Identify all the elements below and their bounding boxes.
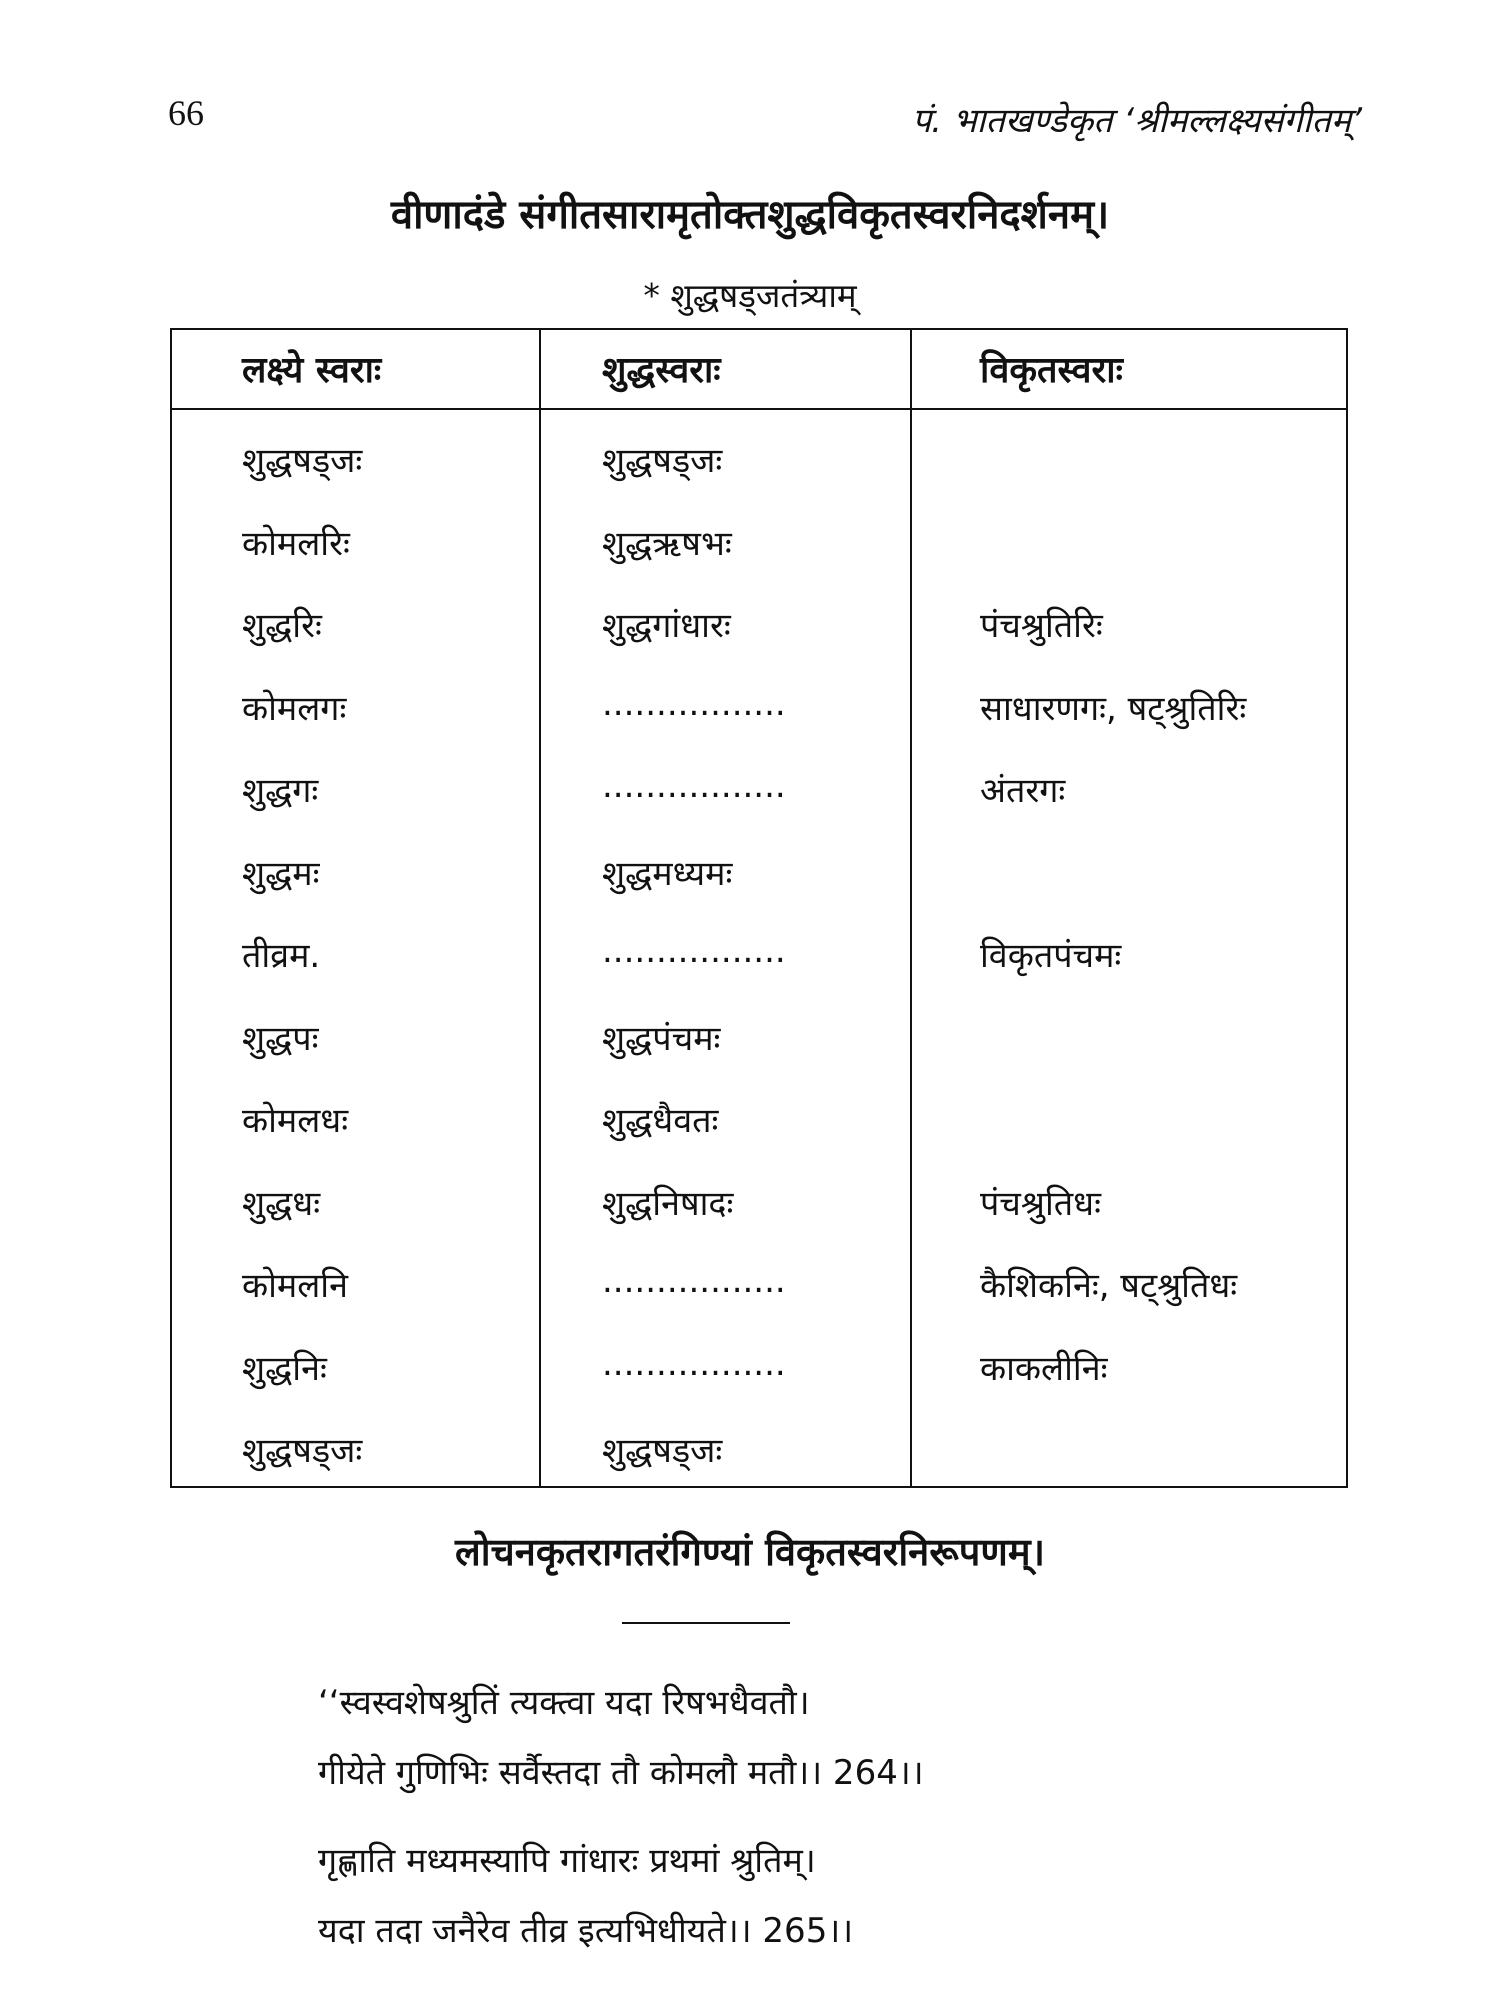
verse-block bbox=[318, 1668, 924, 1966]
cell-shuddha: ................. bbox=[602, 931, 786, 971]
cell-lakshye: कोमलगः bbox=[242, 688, 347, 729]
table-row bbox=[172, 925, 1346, 1008]
cell-vikrita: पंचश्रुतिधः bbox=[980, 1183, 1101, 1224]
table-header-lakshye: लक्ष्ये स्वराः bbox=[242, 350, 382, 391]
cell-lakshye: शुद्धगः bbox=[242, 771, 319, 811]
verse-line: यदा तदा जनैरेव तीव्र इत्यभिधीयते।। 265।। bbox=[318, 1911, 854, 1951]
cell-lakshye: शुद्धधः bbox=[242, 1183, 321, 1224]
verse-spacer bbox=[318, 1808, 924, 1826]
cell-vikrita: काकलीनिः bbox=[980, 1348, 1108, 1389]
cell-vikrita: साधारणगः, षट्श्रुतिरिः bbox=[980, 688, 1247, 729]
cell-lakshye: तीव्रम. bbox=[242, 936, 321, 976]
cell-vikrita: विकृतपंचमः bbox=[980, 936, 1122, 976]
table-row bbox=[172, 678, 1346, 761]
cell-lakshye: कोमलनि bbox=[242, 1266, 348, 1306]
page-number: 66 bbox=[168, 93, 204, 133]
cell-lakshye: शुद्धषड्जः bbox=[242, 1431, 363, 1471]
table-row bbox=[172, 843, 1346, 926]
cell-lakshye: शुद्धषड्जः bbox=[242, 441, 363, 481]
table-row bbox=[172, 595, 1346, 678]
cell-vikrita: पंचश्रुतिरिः bbox=[980, 606, 1103, 646]
subsection-title: लोचनकृतरागतरंगिण्यां विकृतस्वरनिरूपणम्। bbox=[455, 1530, 1045, 1574]
table-body bbox=[172, 430, 1346, 1503]
table-row bbox=[172, 1090, 1346, 1173]
cell-shuddha: शुद्धऋषभः bbox=[602, 523, 732, 564]
cell-lakshye: शुद्धमः bbox=[242, 853, 320, 894]
table-row bbox=[172, 760, 1346, 843]
table-row bbox=[172, 1008, 1346, 1091]
cell-shuddha: शुद्धषड्जः bbox=[602, 441, 723, 481]
cell-shuddha: शुद्धधैवतः bbox=[602, 1101, 719, 1141]
cell-lakshye: कोमलरिः bbox=[242, 523, 350, 564]
cell-shuddha: शुद्धषड्जः bbox=[602, 1431, 723, 1471]
table-row bbox=[172, 1173, 1346, 1256]
cell-vikrita: अंतरगः bbox=[980, 771, 1066, 811]
verse-line: ‘‘स्वस्वशेषश्रुतिं त्यक्त्वा यदा रिषभधैवतौ। bbox=[318, 1683, 810, 1723]
section-title: वीणादंडे संगीतसारामृतोक्तशुद्धविकृतस्वरनिदर्शनम्। bbox=[390, 192, 1110, 238]
table-row bbox=[172, 1255, 1346, 1338]
cell-shuddha: शुद्धपंचमः bbox=[602, 1018, 721, 1059]
table-caption: * शुद्धषड्जतंत्र्याम् bbox=[643, 276, 857, 315]
cell-shuddha: ................. bbox=[602, 1261, 786, 1301]
table-row bbox=[172, 1420, 1346, 1503]
swara-table bbox=[170, 328, 1348, 1488]
header-divider bbox=[172, 408, 1346, 410]
section-rule bbox=[622, 1622, 790, 1624]
verse-line: गीयेते गुणिभिः सर्वैस्तदा तौ कोमलौ मतौ।। 264।। bbox=[318, 1753, 924, 1793]
table-row bbox=[172, 513, 1346, 596]
cell-shuddha: ................. bbox=[602, 766, 786, 806]
cell-shuddha: ................. bbox=[602, 1343, 786, 1384]
cell-shuddha: शुद्धमध्यमः bbox=[602, 853, 733, 894]
table-header-shuddha: शुद्धस्वराः bbox=[602, 350, 721, 391]
cell-lakshye: शुद्धनिः bbox=[242, 1348, 327, 1389]
table-row bbox=[172, 430, 1346, 513]
cell-shuddha: शुद्धनिषादः bbox=[602, 1183, 734, 1224]
table-row bbox=[172, 1338, 1346, 1421]
running-head: पं. भातखण्डेकृत ‘श्रीमल्लक्ष्यसंगीतम्’ bbox=[911, 101, 1362, 141]
cell-shuddha: ................. bbox=[602, 683, 786, 724]
table-header-vikrita: विकृतस्वराः bbox=[980, 350, 1123, 391]
cell-lakshye: शुद्धरिः bbox=[242, 606, 322, 646]
cell-lakshye: कोमलधः bbox=[242, 1101, 349, 1141]
cell-vikrita: कैशिकनिः, षट्श्रुतिधः bbox=[980, 1266, 1238, 1306]
cell-lakshye: शुद्धपः bbox=[242, 1018, 319, 1059]
cell-shuddha: शुद्धगांधारः bbox=[602, 606, 731, 646]
verse-line: गृह्णाति मध्यमस्यापि गांधारः प्रथमां श्रुतिम्। bbox=[318, 1841, 816, 1881]
